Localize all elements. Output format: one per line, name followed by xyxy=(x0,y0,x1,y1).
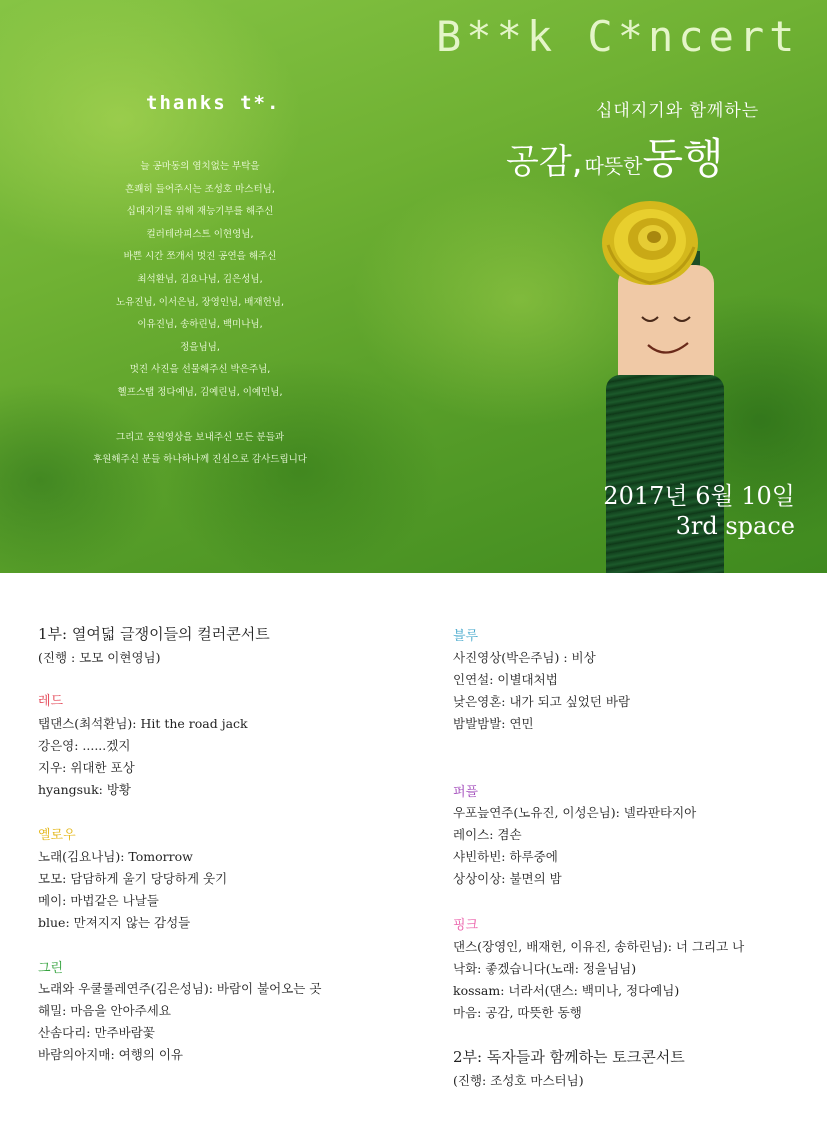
main-title-part-2: 따뜻한 xyxy=(584,154,643,178)
program-item: 상상이상: 불면의 밤 xyxy=(453,871,562,886)
thanks-spacer xyxy=(30,405,370,427)
program-list xyxy=(0,573,827,1145)
part-heading: 2부: 독자들과 함께하는 토크콘서트 xyxy=(453,1048,685,1066)
thanks-heading: thanks t*. xyxy=(146,92,281,114)
program-item: 우포늪연주(노유진, 이성은님): 넬라판타지아 xyxy=(453,805,697,820)
program-item: kossam: 너라서(댄스: 백미나, 정다예님) xyxy=(453,983,680,998)
program-item: hyangsuk: 방황 xyxy=(38,782,131,797)
thanks-message xyxy=(30,156,370,472)
program-item: 노래(김요나님): Tomorrow xyxy=(38,849,193,864)
program-item: 모모: 담담하게 울기 당당하게 웃기 xyxy=(38,871,228,886)
thanks-line: 후원해주신 분들 하나하나께 진심으로 감사드립니다 xyxy=(93,454,307,466)
program-item: 바람의아지매: 여행의 이유 xyxy=(38,1047,183,1062)
thanks-line: 멋진 사진을 선물해주신 박은주님, xyxy=(129,364,271,376)
program-item: 탭댄스(최석환님): Hit the road jack xyxy=(38,716,248,731)
program-item: 인연설: 이별대처법 xyxy=(453,672,558,687)
program-item: 샤빈하빈: 하루중에 xyxy=(453,849,558,864)
program-item: 댄스(장영인, 배재헌, 이유진, 송하린님): 너 그리고 나 xyxy=(453,939,745,954)
section-heading: 옐로우 xyxy=(38,828,76,843)
thanks-line: 컬러테라피스트 이현영님, xyxy=(146,228,254,240)
thanks-line: 노유진님, 이서은님, 장영인님, 배재헌님, xyxy=(116,296,284,308)
thanks-line: 늘 공마동의 염치없는 부탁을 xyxy=(140,161,260,172)
thanks-line: 십대지기를 위해 재능기부를 해주신 xyxy=(126,206,274,218)
event-venue: 3rd space xyxy=(675,512,795,540)
program-item: 지우: 위대한 포상 xyxy=(38,760,135,775)
program-item: (진행 : 모모 이현영님) xyxy=(38,650,161,665)
yellow-rose-icon xyxy=(598,195,702,291)
program-item: 사진영상(박은주님) : 비상 xyxy=(453,650,596,665)
thanks-line: 바쁜 시간 쪼개서 멋진 공연을 해주신 xyxy=(123,251,277,263)
program-item: blue: 만져지지 않는 감성들 xyxy=(38,915,191,930)
program-item: 낮은영혼: 내가 되고 싶었던 바람 xyxy=(453,694,631,709)
program-item: 낙화: 좋겠습니다(노래: 정을님님) xyxy=(453,961,637,976)
thanks-line: 흔쾌히 들어주시는 조성호 마스터님, xyxy=(125,183,275,195)
program-item: 산솜다리: 만주바람꽃 xyxy=(38,1025,155,1040)
program-item: 메이: 마법같은 나날들 xyxy=(38,893,159,908)
program-item: 해밀: 마음을 안아주세요 xyxy=(38,1003,171,1018)
section-heading: 퍼플 xyxy=(453,785,479,800)
section-heading: 핑크 xyxy=(453,918,479,933)
thanks-line: 그리고 응원영상을 보내주신 모든 분들과 xyxy=(115,431,285,443)
section-heading: 그린 xyxy=(38,961,64,976)
main-title-part-3: 동행 xyxy=(642,134,724,183)
program-item: 강은영: ......겠지 xyxy=(38,738,131,753)
event-subtitle: 십대지기와 함께하는 xyxy=(596,101,760,121)
program-item: 마음: 공감, 따뜻한 동행 xyxy=(453,1005,582,1020)
program-item: (진행: 조성호 마스터님) xyxy=(453,1073,584,1088)
event-date: 2017년 6월 10일 xyxy=(603,482,795,510)
program-item: 밤발밤발: 연민 xyxy=(453,716,534,731)
book-concert-title: B**k C*ncert xyxy=(436,12,800,61)
thanks-line: 헬프스탭 정다예님, 김예린님, 이예민님, xyxy=(117,386,283,398)
thanks-line: 이유진님, 송하린님, 백미나님, xyxy=(137,319,263,331)
section-heading: 레드 xyxy=(38,694,64,709)
thanks-line: 정을님님, xyxy=(180,341,220,353)
program-item: 레이스: 겸손 xyxy=(453,827,522,842)
part-heading: 1부: 열여덟 글쟁이들의 컬러콘서트 xyxy=(38,625,270,643)
main-title-part-1: 공감, xyxy=(506,142,583,182)
green-yarn-wrap xyxy=(606,375,724,573)
section-heading: 블루 xyxy=(453,629,479,644)
event-main-title xyxy=(506,126,816,186)
program-item: 노래와 우쿨룰레연주(김은성님): 바람이 불어오는 곳 xyxy=(38,981,322,996)
thanks-line: 최석환님, 김요나님, 김은성님, xyxy=(137,273,263,285)
